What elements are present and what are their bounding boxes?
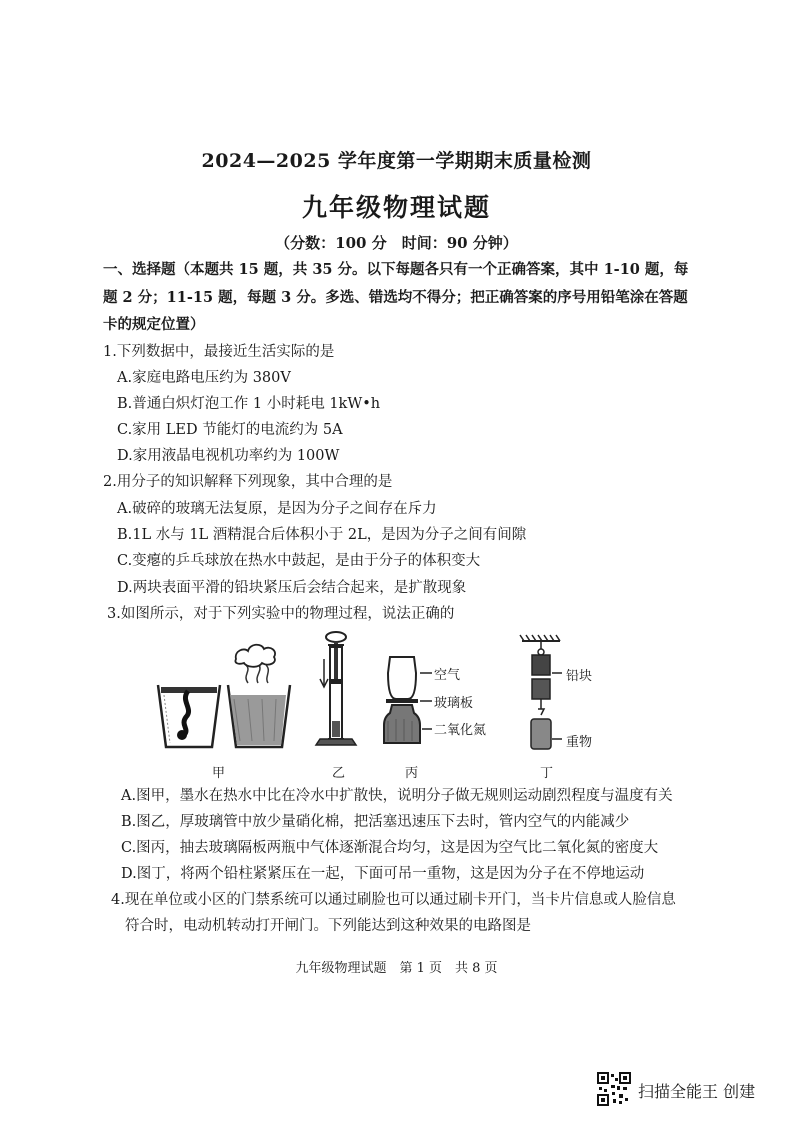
caption-jia: 甲 (212, 766, 226, 781)
q3-option-d: D.图丁，将两个铅柱紧紧压在一起，下面可吊一重物，这是因为分子在不停地运动 (121, 866, 645, 882)
section1-instruction-line3: 卡的规定位置） (103, 316, 205, 333)
qr-code-icon (597, 1072, 631, 1106)
q4-stem-line2: 符合时，电动机转动打开闸门。下列能达到这种效果的电路图是 (125, 918, 531, 934)
q3-option-a: A.图甲，墨水在热水中比在冷水中扩散快，说明分子做无规则运动剧烈程度与温度有关 (121, 788, 673, 804)
label-glass-plate: 玻璃板 (434, 696, 474, 711)
q3-option-c: C.图丙，抽去玻璃隔板两瓶中气体逐渐混合均匀，这是因为空气比二氧化氮的密度大 (121, 840, 659, 856)
q1-option-b: B.普通白炽灯泡工作 1 小时耗电 1kW•h (117, 396, 381, 412)
q2-option-c: C.变瘪的乒乓球放在热水中鼓起，是由于分子的体积变大 (117, 553, 481, 569)
figure-jia-cold-beaker (158, 685, 220, 747)
q2-option-b: B.1L 水与 1L 酒精混合后体积小于 2L，是因为分子之间有间隙 (117, 527, 527, 543)
page-footer: 九年级物理试题 第 1 页 共 8 页 (295, 961, 498, 976)
q2-stem: 2.用分子的知识解释下列现象，其中合理的是 (103, 474, 393, 490)
label-nitrogen-dioxide: 二氧化氮 (434, 723, 487, 738)
label-air: 空气 (434, 668, 461, 683)
figure-ding-lead-blocks (520, 635, 562, 749)
caption-bing: 丙 (405, 766, 419, 781)
figure-bing-bottles (384, 657, 432, 743)
caption-ding: 丁 (540, 766, 554, 781)
figure-jia-hot-beaker (228, 645, 290, 747)
score-time-line: （分数：100 分 时间：90 分钟） (275, 234, 518, 252)
exam-subject-title: 九年级物理试题 (301, 193, 491, 222)
scanner-watermark: 扫描全能王 创建 (638, 1082, 756, 1101)
caption-yi: 乙 (332, 766, 346, 781)
q3-option-b: B.图乙，厚玻璃管中放少量硝化棉，把活塞迅速压下去时，管内空气的内能减少 (121, 814, 630, 830)
q1-option-d: D.家用液晶电视机功率约为 100W (117, 448, 340, 464)
label-weight: 重物 (566, 735, 593, 750)
exam-period-title: 2024—2025 学年度第一学期期末质量检测 (201, 150, 592, 172)
q4-stem-line1: 4.现在单位或小区的门禁系统可以通过刷脸也可以通过刷卡开门，当卡片信息或人脸信息 (111, 892, 676, 908)
q1-option-a: A.家庭电路电压约为 380V (117, 370, 291, 386)
q1-stem: 1.下列数据中，最接近生活实际的是 (103, 344, 335, 360)
section1-instruction-line1: 一、选择题（本题共 15 题，共 35 分。以下每题各只有一个正确答案，其中 1-10 题，每 (103, 261, 689, 278)
q1-option-c: C.家用 LED 节能灯的电流约为 5A (117, 422, 343, 438)
section1-instruction-line2: 题 2 分；11-15 题，每题 3 分。多选、错选均不得分；把正确答案的序号用铅笔涂在答题 (103, 289, 688, 306)
figure-yi-piston-tube (316, 632, 356, 745)
q2-option-d: D.两块表面平滑的铅块紧压后会结合起来，是扩散现象 (117, 580, 467, 596)
q3-stem: 3.如图所示，对于下列实验中的物理过程，说法正确的 (107, 606, 455, 622)
q2-option-a: A.破碎的玻璃无法复原，是因为分子之间存在斥力 (117, 501, 437, 517)
label-lead-block: 铅块 (566, 669, 593, 684)
q3-figure (150, 625, 640, 785)
